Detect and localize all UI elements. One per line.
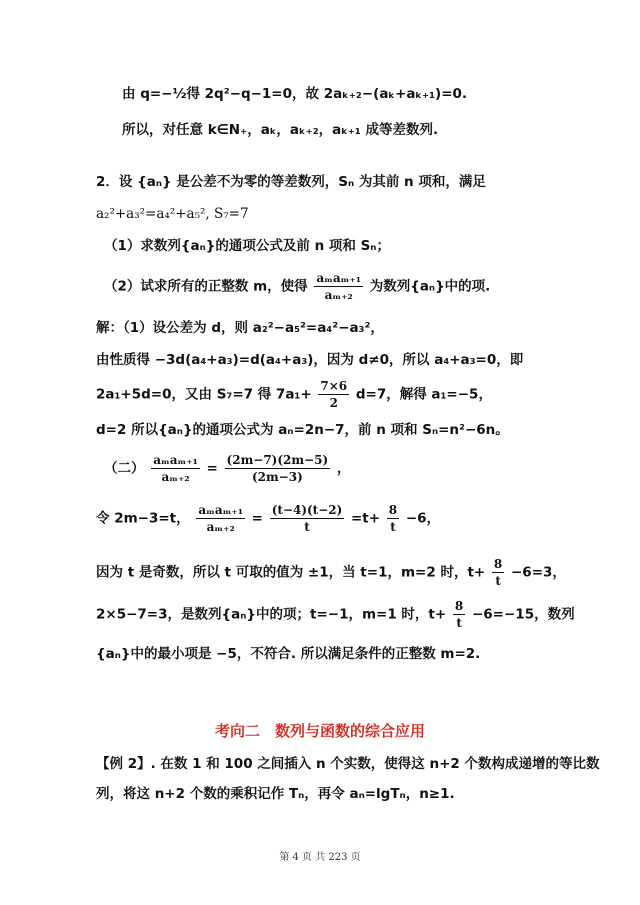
s6-text-post: −6， (405, 510, 441, 527)
solution-line-5 (104, 452, 350, 485)
problem-2-question-2 (104, 270, 490, 303)
s6-frac3-numerator: 8 (388, 503, 398, 517)
solution-line-7 (96, 556, 566, 589)
s5-frac1-denominator: aₘ₊₂ (161, 470, 190, 484)
s5-equals: = (206, 460, 218, 477)
s6-frac2-numerator: (t−4)(t−2) (271, 503, 343, 517)
problem-2-intro: 2．设 {aₙ} 是公差不为零的等差数列，Sₙ 为其前 n 项和，满足 (96, 174, 486, 190)
s6-equals: = (251, 510, 263, 527)
s8-fraction (453, 598, 465, 631)
s3-frac-denominator: 2 (329, 396, 338, 410)
s5-fraction-2 (225, 452, 331, 485)
s6-fraction-1 (196, 502, 245, 535)
s8-text-post: −6=−15，数列 (471, 606, 575, 623)
s6-frac1-numerator: aₘaₘ₊₁ (198, 503, 243, 517)
q2-fraction (314, 270, 363, 303)
solution-line-9: {aₙ}中的最小项是 −5，不符合. 所以满足条件的正整数 m=2. (96, 646, 481, 662)
s3-text-post: d=7，解得 a₁=−5， (355, 386, 492, 403)
s5-label: （二） (104, 460, 145, 477)
s3-text-pre: 2a₁+5d=0，又由 S₇=7 得 7a₁+ (96, 386, 312, 403)
s8-text-pre: 2×5−7=3，是数列{aₙ}中的项；t=−1，m=1 时，t+ (96, 606, 447, 623)
s3-frac-numerator: 7×6 (320, 379, 348, 393)
solution-line-6 (96, 502, 440, 535)
s6-frac2-denominator: t (304, 520, 310, 534)
s7-frac-numerator: 8 (493, 557, 503, 571)
s5-fraction-1 (151, 452, 200, 485)
s7-text-pre: 因为 t 是奇数，所以 t 可取的值为 ±1，当 t=1，m=2 时，t+ (96, 564, 486, 581)
prev-line-2: 所以，对任意 k∈N₊，aₖ，aₖ₊₂，aₖ₊₁ 成等差数列. (122, 122, 439, 138)
s7-text-post: −6=3， (510, 564, 566, 581)
solution-line-3 (96, 378, 492, 411)
example-line-1: 【例 2】. 在数 1 和 100 之间插入 n 个实数，使得这 n+2 个数构成递增的等比数 (96, 756, 600, 772)
q2-text-pre: （2）试求所有的正整数 m，使得 (104, 278, 308, 295)
s6-fraction-3 (387, 502, 399, 535)
s6-fraction-2 (270, 502, 345, 535)
section-title: 考向二 数列与函数的综合应用 (214, 722, 425, 740)
s5-frac2-numerator: (2m−7)(2m−5) (226, 453, 329, 467)
solution-line-1: 解：（1）设公差为 d，则 a₂²−a₅²=a₄²−a₃²， (96, 320, 384, 336)
solution-line-4: d=2 所以{aₙ}的通项公式为 aₙ=2n−7，前 n 项和 Sₙ=n²−6n。 (96, 422, 509, 438)
s6-text-pre: 令 2m−3=t， (96, 510, 190, 527)
q2-frac-numerator: aₘaₘ₊₁ (316, 271, 361, 285)
prev-line-1: 由 q=−½得 2q²−q−1=0，故 2aₖ₊₂−(aₖ+aₖ₊₁)=0. (122, 86, 468, 102)
s5-frac2-denominator: (2m−3) (251, 470, 303, 484)
problem-2-question-1: （1）求数列{aₙ}的通项公式及前 n 项和 Sₙ； (104, 238, 390, 254)
page-footer: 第 4 页 共 223 页 (279, 852, 361, 863)
s7-fraction (492, 556, 504, 589)
s6-frac3-denominator: t (390, 520, 396, 534)
s8-frac-denominator: t (456, 616, 462, 630)
s5-frac1-numerator: aₘaₘ₊₁ (153, 453, 198, 467)
s7-frac-denominator: t (495, 574, 501, 588)
s3-fraction (318, 378, 349, 411)
solution-line-2: 由性质得 −3d(a₄+a₃)=d(a₄+a₃)，因为 d≠0，所以 a₄+a₃=0，即 (96, 352, 524, 368)
s6-frac1-denominator: aₘ₊₂ (206, 520, 235, 534)
s5-end: ， (336, 460, 351, 477)
s8-frac-numerator: 8 (454, 599, 464, 613)
solution-line-8 (96, 598, 575, 631)
q2-frac-denominator: aₘ₊₂ (324, 288, 353, 302)
problem-2-condition: a₂²+a₃²=a₄²+a₅², S₇=7 (96, 206, 249, 222)
q2-text-post: 为数列{aₙ}中的项. (369, 278, 491, 295)
example-line-2: 列，将这 n+2 个数的乘积记作 Tₙ，再令 aₙ=lgTₙ，n≥1. (96, 786, 455, 802)
s6-text-mid: =t+ (351, 510, 381, 527)
